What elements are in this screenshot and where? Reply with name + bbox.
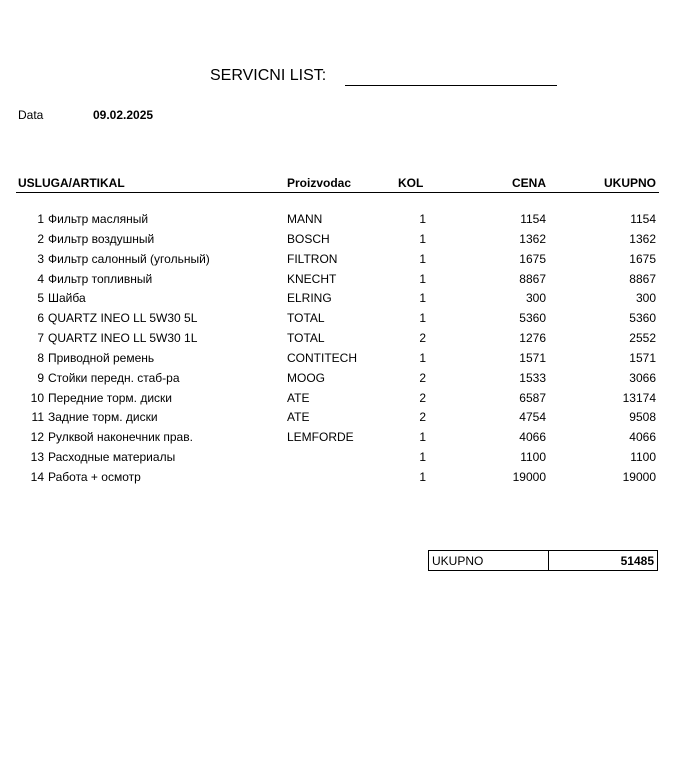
grand-total-label: UKUPNO — [432, 554, 484, 568]
item-qty: 1 — [419, 350, 426, 365]
date-label: Data — [18, 108, 44, 122]
item-price: 1276 — [519, 331, 546, 346]
item-price: 1100 — [520, 450, 546, 465]
item-qty: 1 — [419, 450, 426, 465]
row-number: 9 — [37, 370, 44, 385]
item-manufacturer: FILTRON — [287, 251, 338, 266]
item-manufacturer: TOTAL — [287, 311, 325, 326]
item-manufacturer: MANN — [287, 212, 323, 226]
table-row — [0, 309, 685, 329]
item-name: Фильтр салонный (угольный) — [48, 251, 210, 266]
table-row — [0, 329, 685, 349]
item-total: 1571 — [629, 350, 656, 365]
item-total: 4066 — [629, 430, 656, 445]
row-number: 13 — [30, 450, 44, 465]
item-manufacturer: CONTITECH — [287, 350, 357, 365]
column-header-manufacturer: Proizvodac — [287, 176, 352, 190]
item-qty: 1 — [419, 311, 426, 326]
item-price: 5360 — [519, 311, 546, 326]
table-row — [0, 428, 685, 448]
item-total: 1675 — [629, 251, 656, 266]
item-price: 8867 — [519, 271, 546, 286]
row-number: 14 — [30, 469, 44, 484]
table-row — [0, 389, 685, 409]
row-number: 6 — [37, 311, 44, 326]
item-price: 19000 — [512, 469, 546, 484]
item-qty: 1 — [419, 231, 426, 246]
row-number: 12 — [30, 430, 44, 445]
table-row — [0, 408, 685, 428]
item-manufacturer: ATE — [287, 410, 310, 425]
row-number: 1 — [37, 212, 44, 226]
item-name: Стойки передн. стаб-ра — [48, 370, 180, 385]
item-name: Расходные материалы — [48, 450, 176, 465]
table-row — [0, 448, 685, 468]
item-name: Задние торм. диски — [48, 410, 158, 425]
item-name: Работа + осмотр — [48, 469, 141, 484]
item-qty: 1 — [419, 469, 426, 484]
item-qty: 1 — [419, 251, 426, 266]
item-qty: 1 — [419, 212, 426, 226]
item-total: 1154 — [630, 212, 656, 226]
item-manufacturer: BOSCH — [287, 231, 330, 246]
item-total: 8867 — [629, 271, 656, 286]
item-price: 6587 — [519, 390, 546, 405]
grand-total-value: 51485 — [620, 554, 654, 568]
column-header-total: UKUPNO — [603, 176, 656, 190]
row-number: 4 — [37, 271, 44, 286]
item-name: QUARTZ INEO LL 5W30 5L — [48, 311, 198, 326]
item-total: 9508 — [629, 410, 656, 425]
table-row — [0, 349, 685, 369]
item-qty: 2 — [419, 410, 426, 425]
column-header-price: CENA — [511, 176, 546, 190]
item-price: 1154 — [520, 212, 546, 226]
title-underline — [345, 85, 557, 86]
table-row — [0, 270, 685, 290]
row-number: 10 — [30, 390, 44, 405]
column-header-qty: KOL — [398, 176, 424, 190]
row-number: 5 — [37, 291, 44, 306]
item-name: Приводной ремень — [48, 350, 155, 365]
item-total: 1100 — [630, 450, 656, 465]
item-total: 5360 — [629, 311, 656, 326]
item-name: Передние торм. диски — [48, 390, 173, 405]
item-price: 1362 — [519, 231, 546, 246]
item-price: 300 — [525, 291, 546, 306]
column-header-item: USLUGA/ARTIKAL — [18, 176, 125, 190]
item-price: 4066 — [519, 430, 546, 445]
item-name: Фильтр топливный — [48, 271, 153, 286]
table-row — [0, 369, 685, 389]
item-manufacturer: MOOG — [287, 370, 325, 385]
grand-total-box — [428, 550, 658, 571]
row-number: 8 — [37, 350, 44, 365]
item-manufacturer: TOTAL — [287, 331, 325, 346]
item-name: Фильтр воздушный — [48, 231, 155, 246]
item-name: Фильтр масляный — [48, 212, 149, 226]
item-qty: 1 — [419, 430, 426, 445]
item-qty: 2 — [419, 370, 426, 385]
table-row — [0, 289, 685, 309]
item-manufacturer: LEMFORDE — [287, 430, 354, 445]
grand-total-divider — [548, 551, 549, 570]
item-price: 1533 — [519, 370, 546, 385]
item-total: 2552 — [629, 331, 656, 346]
item-qty: 2 — [419, 390, 426, 405]
item-name: QUARTZ INEO LL 5W30 1L — [48, 331, 198, 346]
table-row — [0, 230, 685, 250]
item-qty: 1 — [419, 271, 426, 286]
item-total: 1362 — [629, 231, 656, 246]
table-row — [0, 468, 685, 488]
row-number: 3 — [37, 251, 44, 266]
table-row — [0, 210, 685, 230]
item-total: 13174 — [622, 390, 656, 405]
row-number: 2 — [37, 231, 44, 246]
item-total: 3066 — [629, 370, 656, 385]
row-number: 7 — [37, 331, 44, 346]
date-value: 09.02.2025 — [93, 108, 154, 122]
table-row — [0, 250, 685, 270]
item-manufacturer: ATE — [287, 390, 310, 405]
item-manufacturer: ELRING — [287, 291, 332, 306]
item-qty: 1 — [419, 291, 426, 306]
item-qty: 2 — [419, 331, 426, 346]
row-number: 11 — [31, 410, 44, 425]
item-total: 19000 — [622, 469, 656, 484]
item-name: Шайба — [48, 291, 86, 306]
item-price: 4754 — [519, 410, 546, 425]
item-price: 1675 — [519, 251, 546, 266]
item-price: 1571 — [519, 350, 546, 365]
item-name: Рулквой наконечник прав. — [48, 430, 193, 445]
item-total: 300 — [635, 291, 656, 306]
header-rule — [16, 192, 659, 193]
document-title: SERVICNI LIST: — [210, 67, 327, 84]
item-manufacturer: KNECHT — [287, 271, 337, 286]
items-table — [0, 210, 685, 488]
